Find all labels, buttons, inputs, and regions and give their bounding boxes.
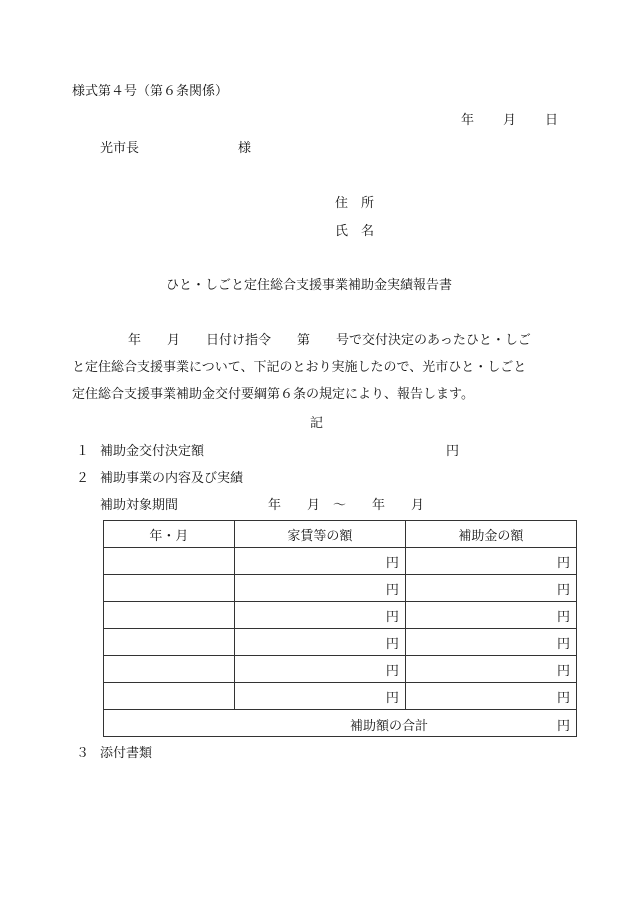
document-title: ひと・しごと定住総合支援事業補助金実績報告書 xyxy=(166,278,453,293)
addressee-honorific: 様 xyxy=(238,141,252,156)
cell-month xyxy=(104,575,235,602)
table-header-row xyxy=(104,521,577,548)
cell-month xyxy=(104,683,235,710)
cell-month xyxy=(104,548,235,575)
section-1-number: １ xyxy=(76,444,90,459)
table-row xyxy=(104,629,577,656)
table-total-row xyxy=(104,710,577,737)
section-3-label: 添付書類 xyxy=(100,746,153,761)
report-table xyxy=(103,520,577,737)
header-subsidy: 補助金の額 xyxy=(405,521,576,548)
body-line: 年 月 日付け指令 第 号で交付決定のあったひと・しご xyxy=(128,333,531,348)
section-2-label: 補助事業の内容及び実績 xyxy=(100,471,244,486)
cell-rent: 円 xyxy=(234,602,405,629)
cell-subsidy: 円 xyxy=(405,629,576,656)
cell-rent: 円 xyxy=(234,575,405,602)
header-year-month: 年・月 xyxy=(104,521,235,548)
date-year: 年 xyxy=(461,113,475,128)
cell-rent: 円 xyxy=(234,629,405,656)
body-line: と定住総合支援事業について、下記のとおり実施したので、光市ひと・しごと xyxy=(72,360,527,375)
body-line: 定住総合支援事業補助金交付要綱第６条の規定により、報告します。 xyxy=(72,387,474,402)
cell-subsidy: 円 xyxy=(405,548,576,575)
cell-subsidy: 円 xyxy=(405,656,576,683)
period-text: 年 月 ～ 年 月 xyxy=(268,498,425,513)
total-cell xyxy=(104,710,577,737)
address-label: 住 所 xyxy=(335,196,375,211)
table-row xyxy=(104,656,577,683)
date-day: 日 xyxy=(545,113,559,128)
cell-month xyxy=(104,602,235,629)
section-1-label: 補助金交付決定額 xyxy=(100,444,205,459)
cell-rent: 円 xyxy=(234,683,405,710)
header-rent: 家賃等の額 xyxy=(234,521,405,548)
total-unit: 円 xyxy=(556,719,570,734)
name-label: 氏 名 xyxy=(335,224,375,239)
ki-heading: 記 xyxy=(310,416,324,431)
cell-month xyxy=(104,656,235,683)
cell-subsidy: 円 xyxy=(405,683,576,710)
section-2-number: ２ xyxy=(76,471,90,486)
section-3-number: ３ xyxy=(76,746,90,761)
table-row xyxy=(104,602,577,629)
addressee-name: 光市長 xyxy=(100,141,140,156)
cell-rent: 円 xyxy=(234,656,405,683)
section-1-unit: 円 xyxy=(446,444,460,459)
period-label: 補助対象期間 xyxy=(100,498,179,513)
cell-month xyxy=(104,629,235,656)
body-paragraph xyxy=(72,327,562,408)
table-row xyxy=(104,683,577,710)
form-number: 様式第４号（第６条関係） xyxy=(72,84,229,99)
table-row xyxy=(104,548,577,575)
cell-rent: 円 xyxy=(234,548,405,575)
cell-subsidy: 円 xyxy=(405,575,576,602)
total-label: 補助額の合計 xyxy=(350,719,429,734)
date-month: 月 xyxy=(503,113,517,128)
cell-subsidy: 円 xyxy=(405,602,576,629)
table-row xyxy=(104,575,577,602)
